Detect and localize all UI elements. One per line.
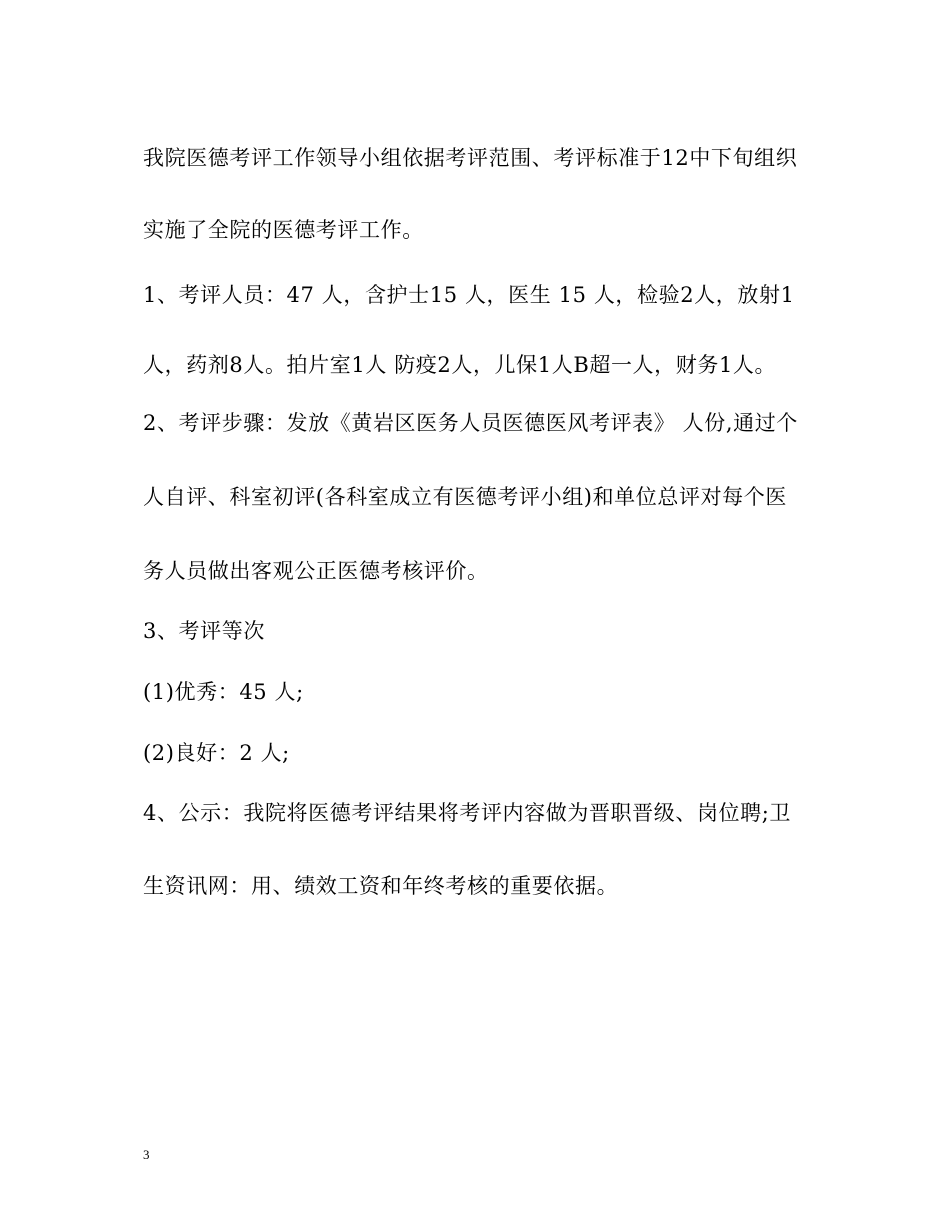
page-number: 3 — [143, 1147, 150, 1162]
body-text-line: 4、公示：我院将医德考评结果将考评内容做为晋职晋级、岗位聘;卫 — [143, 801, 792, 825]
body-text-line: 务人员做出客观公正医德考核评价。 — [143, 559, 489, 583]
list-item: (2)良好：2 人; — [143, 741, 290, 765]
body-text-line: 人，药剂8人。拍片室1人 防疫2人，儿保1人B超一人，财务1人。 — [143, 353, 777, 377]
body-text-line: 人自评、科室初评(各科室成立有医德考评小组)和单位总评对每个医 — [143, 485, 787, 509]
body-text-line: 2、考评步骤：发放《黄岩区医务人员医德医风考评表》 人份,通过个 — [143, 411, 798, 435]
body-text-line: 1、考评人员：47 人，含护士15 人，医生 15 人，检验2人，放射1 — [143, 283, 795, 307]
section-heading: 3、考评等次 — [143, 619, 265, 643]
list-item: (1)优秀：45 人; — [143, 680, 304, 704]
body-text-line: 实施了全院的医德考评工作。 — [143, 218, 424, 242]
body-text-line: 生资讯网：用、绩效工资和年终考核的重要依据。 — [143, 874, 619, 898]
body-text-line: 我院医德考评工作领导小组依据考评范围、考评标准于12中下旬组织 — [143, 146, 798, 170]
